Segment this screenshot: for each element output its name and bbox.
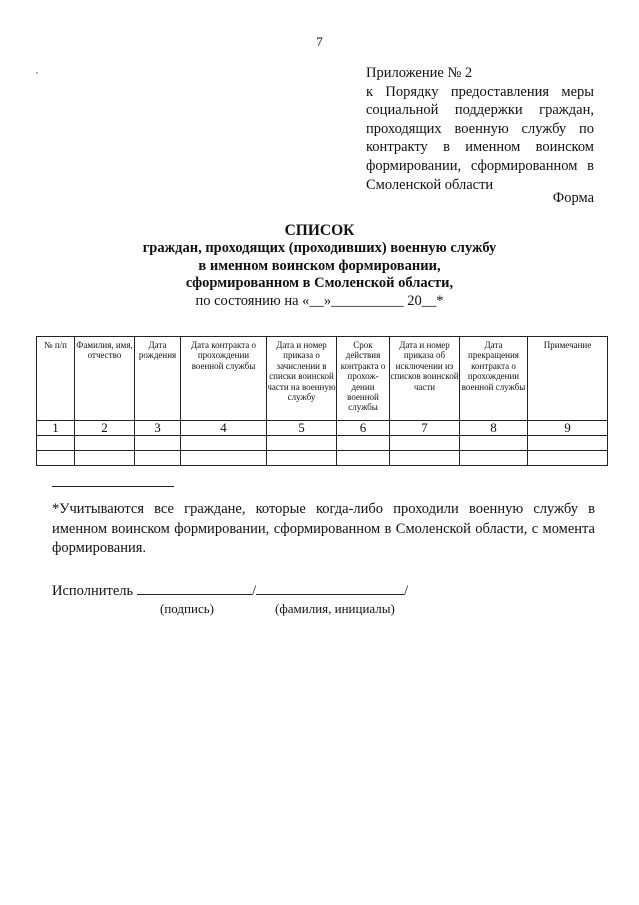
table-cell (135, 451, 181, 466)
table-row (37, 451, 608, 466)
header-cell: Фамилия, имя, отчество (75, 337, 135, 421)
column-number: 6 (337, 421, 390, 436)
column-number: 4 (181, 421, 267, 436)
title-date-line: по состоянию на «__»__________ 20__* (195, 292, 444, 309)
column-number: 5 (267, 421, 337, 436)
table-cell (75, 451, 135, 466)
table-cell (37, 436, 75, 451)
header-cell: Дата и номер приказа об исключении из списков воинской части (390, 337, 460, 421)
title-main: СПИСОК (284, 222, 355, 239)
title-line-1: граждан, проходящих (проходивших) военную службу (142, 240, 497, 256)
header-cell: Дата контракта о прохождении военной службы (181, 337, 267, 421)
name-blank (256, 582, 404, 595)
table-header-row (37, 337, 608, 421)
scan-speck (36, 72, 38, 74)
table-cell (135, 436, 181, 451)
table-cell (460, 436, 528, 451)
page-number: 7 (316, 34, 323, 49)
signature-slash: / (252, 583, 257, 599)
column-number: 8 (460, 421, 528, 436)
table-cell (528, 451, 608, 466)
citizens-list-table (36, 336, 608, 466)
title-line-3: сформированном в Смоленской области, (185, 275, 454, 291)
header-cell: Примечание (528, 337, 608, 421)
caption-signature: (подпись) (160, 601, 214, 616)
signer-label: Исполнитель (52, 583, 134, 599)
table-cell (460, 451, 528, 466)
table-cell (75, 436, 135, 451)
header-cell: Срок действия контракта о прохож-дении военной службы (337, 337, 390, 421)
table-cell (337, 436, 390, 451)
table-cell (390, 451, 460, 466)
table-cell (37, 451, 75, 466)
signature-slash: / (404, 583, 409, 599)
header-cell: № п/п (37, 337, 75, 421)
table-cell (337, 451, 390, 466)
table-cell (181, 436, 267, 451)
footnote-separator (52, 486, 174, 487)
header-cell: Дата и номер приказа о зачислении в списки воинской части на военную службу (267, 337, 337, 421)
appendix-body: к Порядку предоставления меры социальной поддержки граждан, проходящих военную службу по контракту в именном воинском формировании, сформированном в Смоленской области (366, 83, 594, 193)
document-title (0, 221, 639, 310)
table-cell (181, 451, 267, 466)
form-label: Форма (552, 190, 594, 206)
caption-name: (фамилия, инициалы) (275, 601, 395, 616)
title-line-2: в именном воинском формировании, (198, 257, 441, 274)
column-number: 9 (528, 421, 608, 436)
column-number: 1 (37, 421, 75, 436)
signature-line (52, 582, 408, 600)
table-cell (390, 436, 460, 451)
table-cell (528, 436, 608, 451)
signature-blank (137, 582, 252, 595)
column-number: 7 (390, 421, 460, 436)
appendix-title: Приложение № 2 (366, 65, 473, 81)
column-number: 2 (75, 421, 135, 436)
column-number: 3 (135, 421, 181, 436)
table-cell (267, 451, 337, 466)
header-cell: Дата рождения (135, 337, 181, 421)
appendix-note (366, 64, 594, 194)
header-cell: Дата прекращения контракта о прохождении военной службы (460, 337, 528, 421)
table-number-row (37, 421, 608, 436)
table-row (37, 436, 608, 451)
footnote: *Учитываются все граждане, которые когда-либо проходили военную службу в именном воинском формировании, сформированном в Смоленской области, с момента формирования. (52, 501, 595, 556)
table-cell (267, 436, 337, 451)
